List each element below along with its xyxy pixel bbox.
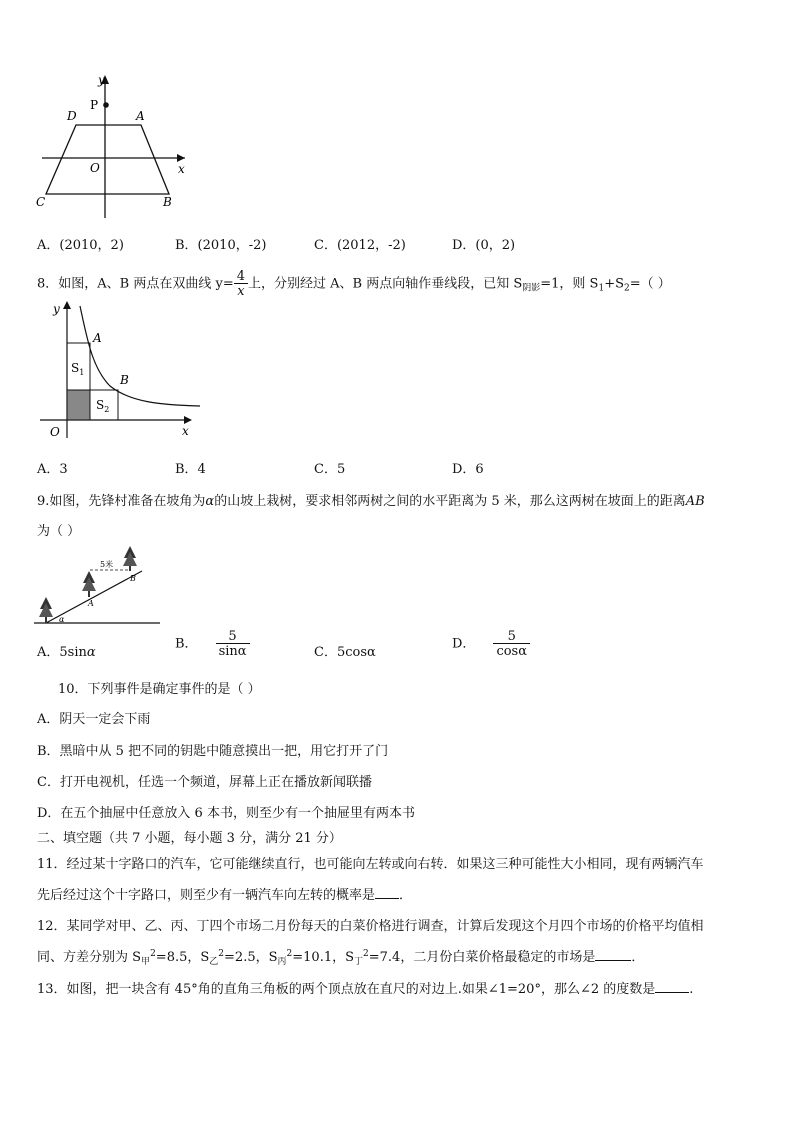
- trapezoid: [46, 125, 169, 194]
- q11-line2: 先后经过这个十字路口，则至少有一辆汽车向左转的概率是 ．: [37, 888, 413, 903]
- q9-option-a: A．5sinα: [37, 645, 96, 660]
- hyperbola-curve: [80, 306, 200, 406]
- answer-blank: [655, 992, 689, 993]
- q8-option-b: B．4: [175, 462, 206, 477]
- q8-option-c: C．5: [314, 462, 346, 477]
- label-p: P: [90, 98, 99, 112]
- shaded-rect: [67, 390, 90, 420]
- q7-option-c: C．(2012，-2): [314, 238, 406, 253]
- q10-option-b: B．黑暗中从 5 把不同的钥匙中随意摸出一把，用它打开了门: [37, 744, 389, 759]
- section-heading: 二、填空题（共 7 小题，每小题 3 分，满分 21 分）: [37, 831, 342, 846]
- q10-option-a: A．阴天一定会下雨: [37, 712, 151, 727]
- label-y: y: [53, 302, 60, 316]
- q7-option-d: D．(0，2): [452, 238, 516, 253]
- label-s1: $S_1$: [71, 361, 85, 377]
- trapezoid-figure: [30, 70, 200, 225]
- point-p: [103, 102, 109, 108]
- label-b: B: [163, 195, 172, 209]
- q9-option-c: C．5cosα: [314, 645, 376, 660]
- label-x: x: [182, 424, 189, 438]
- answer-blank: [595, 960, 631, 961]
- q10-option-d: D．在五个抽屉中任意放入 6 本书，则至少有一个抽屉里有两本书: [37, 806, 415, 821]
- tree-icon: [39, 597, 53, 623]
- tree-icon: [123, 546, 137, 571]
- q8-option-a: A．3: [37, 462, 68, 477]
- q9-stem-line2: 为（ ）: [37, 524, 81, 539]
- answer-blank: [375, 898, 399, 899]
- q9-option-b: B． $\frac{5}{\sin\alpha}$: [175, 630, 250, 658]
- label-d: D: [67, 109, 77, 123]
- label-a: A: [136, 109, 145, 123]
- q8-stem: 8．如图，A、B 两点在双曲线 y= $\frac{4}{x}$ 上，分别经过 A、B 两点向轴作垂线段，已知 $S_{阴影}=1$，则 $S_1+S_2=$（ ）: [37, 269, 671, 299]
- q8-option-d: D．6: [452, 462, 484, 477]
- q7-option-b: B．(2010，-2): [175, 238, 267, 253]
- label-o: O: [90, 161, 100, 175]
- slope-figure: [32, 543, 167, 628]
- label-5m: 5米: [100, 560, 114, 569]
- q12-line2: 同、方差分别为 $S_甲^2=8.5$，$S_乙^2=2.5$，$S_丙^2=10.1$，$S_丁^2=7.4$，二月份白菜价格最稳定的市场是 ．: [37, 949, 645, 967]
- hyperbola-figure: [40, 298, 200, 443]
- label-b: B: [130, 574, 136, 583]
- q10-stem: 10．下列事件是确定事件的是（ ）: [58, 682, 261, 697]
- label-y: y: [98, 73, 105, 87]
- label-a: A: [93, 331, 102, 345]
- label-s2: $S_2$: [96, 398, 110, 414]
- q13-stem: 13．如图，把一块含有 45°角的直角三角板的两个顶点放在直尺的对边上.如果∠1=20°，那么∠2 的度数是 .: [37, 982, 694, 997]
- label-a: A: [88, 599, 94, 608]
- q12-line1: 12．某同学对甲、乙、丙、丁四个市场二月份每天的白菜价格进行调查，计算后发现这个月四个市场的价格平均值相: [37, 919, 704, 934]
- label-o: O: [50, 425, 60, 439]
- label-c: C: [36, 195, 46, 209]
- q11-line1: 11．经过某十字路口的汽车，它可能继续直行，也可能向左转或向右转．如果这三种可能性大小相同，现有两辆汽车: [37, 857, 704, 872]
- q9-stem-line1: 9.如图，先锋村准备在坡角为α的山坡上栽树，要求相邻两树之间的水平距离为 5 米，那么这两树在坡面上的距离AB: [37, 494, 705, 509]
- label-x: x: [178, 162, 185, 176]
- q7-option-a: A．(2010，2): [37, 238, 124, 253]
- label-alpha: α: [59, 615, 65, 624]
- q9-option-d: D． $\frac{5}{\cos\alpha}$: [452, 630, 530, 658]
- q10-option-c: C．打开电视机，任选一个频道，屏幕上正在播放新闻联播: [37, 775, 372, 790]
- tree-icon: [82, 571, 96, 597]
- label-b: B: [120, 373, 129, 387]
